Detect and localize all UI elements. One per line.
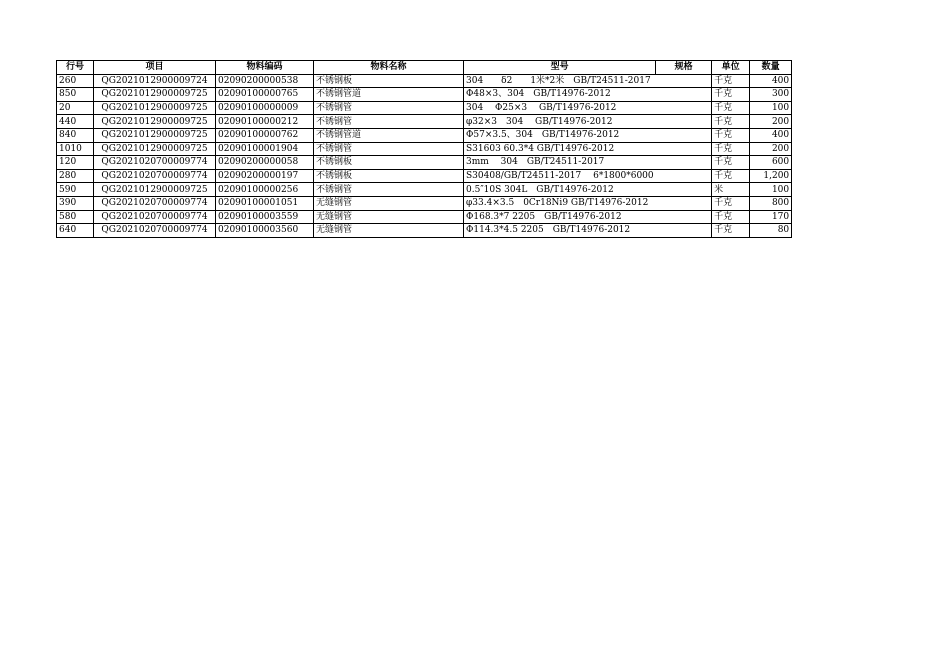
cell-material-name: 不锈钢板 xyxy=(314,74,464,88)
cell-quantity: 800 xyxy=(750,196,792,210)
cell-project: QG2021012900009724 xyxy=(94,74,216,88)
cell-project: QG2021020700009774 xyxy=(94,196,216,210)
header-line-no: 行号 xyxy=(57,61,94,75)
cell-line-no: 260 xyxy=(57,74,94,88)
cell-quantity: 100 xyxy=(750,101,792,115)
cell-line-no: 580 xyxy=(57,210,94,224)
cell-material-name: 不锈钢管 xyxy=(314,115,464,129)
cell-material-name: 无缝钢管 xyxy=(314,210,464,224)
header-unit: 单位 xyxy=(712,61,750,75)
table-row xyxy=(57,88,792,102)
table-row xyxy=(57,74,792,88)
table-row xyxy=(57,169,792,183)
cell-spec xyxy=(656,74,712,88)
cell-spec xyxy=(656,210,712,224)
cell-project: QG2021020700009774 xyxy=(94,224,216,238)
cell-line-no: 390 xyxy=(57,196,94,210)
cell-model: φ32×3 304 GB/T14976-2012 xyxy=(464,115,656,129)
cell-line-no: 840 xyxy=(57,128,94,142)
cell-spec xyxy=(656,183,712,197)
header-row xyxy=(57,61,792,75)
cell-model: 3mm 304 GB/T24511-2017 xyxy=(464,156,656,170)
cell-project: QG2021020700009774 xyxy=(94,156,216,170)
cell-unit: 千克 xyxy=(712,156,750,170)
cell-line-no: 850 xyxy=(57,88,94,102)
cell-quantity: 400 xyxy=(750,74,792,88)
cell-material-name: 不锈钢管道 xyxy=(314,128,464,142)
cell-material-code: 02090200000538 xyxy=(216,74,314,88)
cell-model: Φ57×3.5、304 GB/T14976-2012 xyxy=(464,128,656,142)
table-row xyxy=(57,101,792,115)
cell-material-code: 02090100001904 xyxy=(216,142,314,156)
cell-model: 304 Φ25×3 GB/T14976-2012 xyxy=(464,101,656,115)
table-row xyxy=(57,142,792,156)
cell-material-code: 02090100001051 xyxy=(216,196,314,210)
cell-unit: 千克 xyxy=(712,169,750,183)
cell-quantity: 100 xyxy=(750,183,792,197)
cell-project: QG2021012900009725 xyxy=(94,88,216,102)
cell-project: QG2021020700009774 xyxy=(94,210,216,224)
cell-line-no: 440 xyxy=(57,115,94,129)
material-table xyxy=(56,60,792,238)
cell-material-code: 02090100003560 xyxy=(216,224,314,238)
cell-model: S30408/GB/T24511-2017 6*1800*6000 xyxy=(464,169,656,183)
cell-unit: 千克 xyxy=(712,142,750,156)
cell-spec xyxy=(656,169,712,183)
cell-spec xyxy=(656,115,712,129)
cell-material-code: 02090100000212 xyxy=(216,115,314,129)
cell-project: QG2021012900009725 xyxy=(94,115,216,129)
header-spec: 规格 xyxy=(656,61,712,75)
cell-unit: 千克 xyxy=(712,210,750,224)
table-row xyxy=(57,128,792,142)
cell-quantity: 170 xyxy=(750,210,792,224)
cell-model: 0.5″10S 304L GB/T14976-2012 xyxy=(464,183,656,197)
cell-project: QG2021012900009725 xyxy=(94,142,216,156)
cell-spec xyxy=(656,224,712,238)
cell-spec xyxy=(656,156,712,170)
cell-line-no: 20 xyxy=(57,101,94,115)
table-row xyxy=(57,115,792,129)
cell-line-no: 280 xyxy=(57,169,94,183)
cell-line-no: 120 xyxy=(57,156,94,170)
cell-material-name: 不锈钢板 xyxy=(314,169,464,183)
cell-spec xyxy=(656,128,712,142)
cell-model: 304 δ2 1米*2米 GB/T24511-2017 xyxy=(464,74,656,88)
cell-line-no: 1010 xyxy=(57,142,94,156)
cell-quantity: 400 xyxy=(750,128,792,142)
header-material-code: 物料编码 xyxy=(216,61,314,75)
cell-unit: 米 xyxy=(712,183,750,197)
cell-material-code: 02090100003559 xyxy=(216,210,314,224)
header-model: 型号 xyxy=(464,61,656,75)
cell-spec xyxy=(656,196,712,210)
cell-material-code: 02090100000765 xyxy=(216,88,314,102)
cell-unit: 千克 xyxy=(712,74,750,88)
cell-model: Φ168.3*7 2205 GB/T14976-2012 xyxy=(464,210,656,224)
cell-material-name: 不锈钢管 xyxy=(314,183,464,197)
cell-unit: 千克 xyxy=(712,115,750,129)
cell-spec xyxy=(656,101,712,115)
header-material-name: 物料名称 xyxy=(314,61,464,75)
table-row xyxy=(57,196,792,210)
cell-material-name: 无缝钢管 xyxy=(314,196,464,210)
cell-material-name: 不锈钢管道 xyxy=(314,88,464,102)
cell-unit: 千克 xyxy=(712,88,750,102)
cell-material-code: 02090100000256 xyxy=(216,183,314,197)
cell-material-code: 02090200000058 xyxy=(216,156,314,170)
cell-material-code: 02090200000197 xyxy=(216,169,314,183)
cell-spec xyxy=(656,88,712,102)
cell-model: Φ114.3*4.5 2205 GB/T14976-2012 xyxy=(464,224,656,238)
cell-quantity: 1,200 xyxy=(750,169,792,183)
header-quantity: 数量 xyxy=(750,61,792,75)
cell-model: S31603 60.3*4 GB/T14976-2012 xyxy=(464,142,656,156)
table-row xyxy=(57,210,792,224)
cell-quantity: 300 xyxy=(750,88,792,102)
cell-project: QG2021012900009725 xyxy=(94,101,216,115)
cell-material-name: 不锈钢板 xyxy=(314,156,464,170)
cell-quantity: 600 xyxy=(750,156,792,170)
table-row xyxy=(57,224,792,238)
cell-unit: 千克 xyxy=(712,196,750,210)
cell-project: QG2021020700009774 xyxy=(94,169,216,183)
cell-spec xyxy=(656,142,712,156)
cell-quantity: 80 xyxy=(750,224,792,238)
cell-unit: 千克 xyxy=(712,128,750,142)
cell-project: QG2021012900009725 xyxy=(94,128,216,142)
cell-quantity: 200 xyxy=(750,142,792,156)
cell-material-code: 02090100000009 xyxy=(216,101,314,115)
table-row xyxy=(57,183,792,197)
table-row xyxy=(57,156,792,170)
cell-line-no: 590 xyxy=(57,183,94,197)
cell-material-name: 不锈钢管 xyxy=(314,101,464,115)
cell-material-name: 不锈钢管 xyxy=(314,142,464,156)
cell-project: QG2021012900009725 xyxy=(94,183,216,197)
cell-unit: 千克 xyxy=(712,224,750,238)
cell-unit: 千克 xyxy=(712,101,750,115)
cell-model: Φ48×3、304 GB/T14976-2012 xyxy=(464,88,656,102)
cell-quantity: 200 xyxy=(750,115,792,129)
cell-material-code: 02090100000762 xyxy=(216,128,314,142)
header-project: 项目 xyxy=(94,61,216,75)
cell-model: φ33.4×3.5 0Cr18Ni9 GB/T14976-2012 xyxy=(464,196,656,210)
cell-line-no: 640 xyxy=(57,224,94,238)
table-body xyxy=(57,74,792,237)
cell-material-name: 无缝钢管 xyxy=(314,224,464,238)
